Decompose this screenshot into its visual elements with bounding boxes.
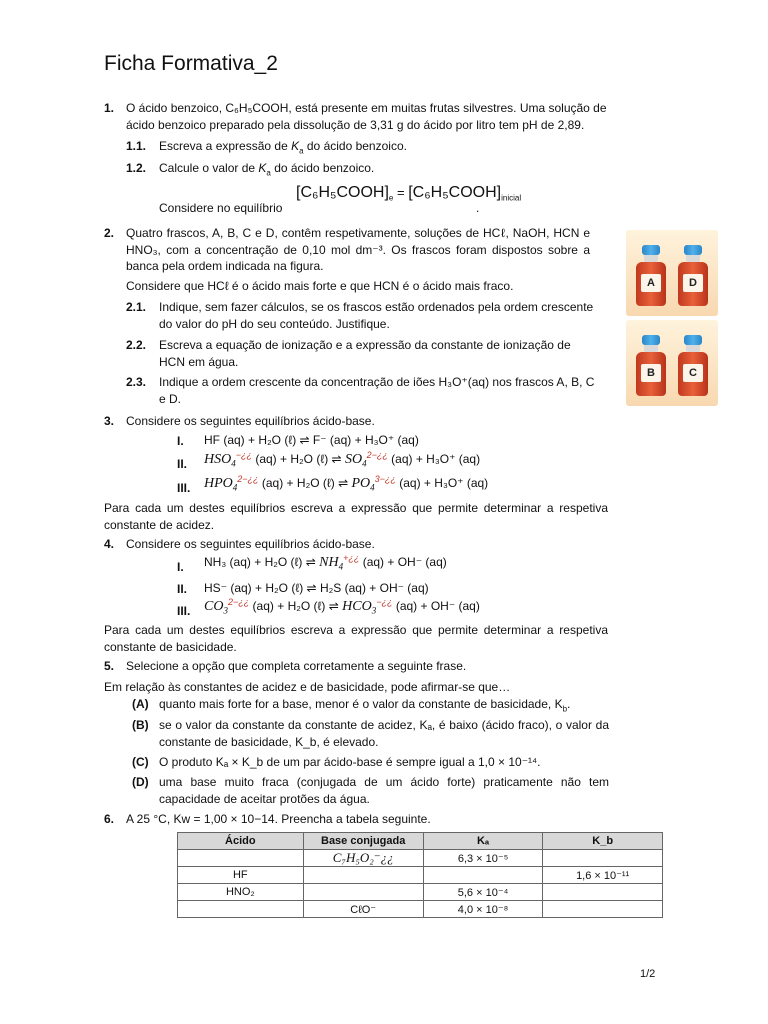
bottle-a: A: [636, 262, 666, 306]
q2-1-text: Indique, sem fazer cálculos, se os frascos estão ordenados pela ordem crescente do valor do pH do seu conteúdo. Justifique.: [159, 300, 594, 331]
constants-table: [177, 832, 663, 918]
table-cell: HF: [178, 867, 304, 884]
q3-r3-number: III.: [177, 481, 191, 495]
q2-3-number: 2.3.: [126, 375, 147, 389]
q2-1-number: 2.1.: [126, 300, 147, 314]
table-cell[interactable]: [178, 850, 304, 867]
bottle-b: B: [636, 352, 666, 396]
q1-number: 1.: [104, 101, 115, 115]
table-row: [178, 901, 663, 918]
table-cell: 6,3 × 10⁻⁵: [423, 850, 543, 867]
q3-outro: Para cada um destes equilíbrios escreva a expressão que permite determinar a respetiva constante de acidez.: [104, 501, 608, 532]
table-cell[interactable]: [178, 901, 304, 918]
table-cell: HNO₂: [178, 884, 304, 901]
table-row: [178, 884, 663, 901]
q4-r1-number: I.: [177, 560, 184, 574]
q4-number: 4.: [104, 537, 115, 551]
q5-option-d-label: (D): [132, 775, 149, 789]
q3-reaction-3: $HPO_4^{2-¿¿}$ (aq) + H₂O (ℓ) ⇌ $PO_4^{3-¿¿}$ (aq) + H₃O⁺ (aq): [204, 474, 489, 493]
q2-text2: Considere que HCℓ é o ácido mais forte e que HCN é o ácido mais fraco.: [126, 279, 514, 293]
q4-intro: Considere os seguintes equilíbrios ácido-base.: [126, 537, 375, 551]
table-header-row: [178, 833, 663, 850]
q1-text: O ácido benzoico, C₆H₅COOH, está presente em muitas frutas silvestres. Uma solução de ácido benzoico preparado pela dissolução de 3,31 g do ácido por litro tem pH de 2,89.: [126, 101, 607, 132]
table-row: [178, 867, 663, 884]
q1-equation-end: .: [476, 201, 480, 215]
q5-option-d: uma base muito fraca (conjugada de um ácido forte) praticamente não tem capacidade de aceitar protões da água.: [159, 775, 609, 806]
q2-text: Quatro frascos, A, B, C e D, contêm respetivamente, soluções de HCℓ, NaOH, HCN e HNO₃, com a concentração de 0,10 mol dm⁻³. Os frascos foram dispostos sobre a banca pela ordem indicada na figura.: [126, 226, 590, 273]
q4-reaction-1: NH₃ (aq) + H₂O (ℓ) ⇌ $NH_4^{+¿¿}$ (aq) + OH⁻ (aq): [204, 553, 447, 572]
page-number: 1/2: [640, 968, 656, 980]
table-cell[interactable]: [423, 867, 543, 884]
table-cell: CℓO⁻: [303, 901, 423, 918]
q2-2-text: Escreva a equação de ionização e a expressão da constante de ionização de HCN em água.: [159, 338, 571, 369]
table-cell[interactable]: [303, 867, 423, 884]
col-kb-header: K_b: [543, 833, 663, 850]
q6-intro: A 25 °C, Kw = 1,00 × 10−14. Preencha a tabela seguinte.: [126, 812, 431, 826]
q3-intro: Considere os seguintes equilíbrios ácido-base.: [126, 414, 375, 428]
q2-2-number: 2.2.: [126, 338, 147, 352]
q1-2-number: 1.2.: [126, 161, 147, 175]
q3-reaction-1: HF (aq) + H₂O (ℓ) ⇌ F⁻ (aq) + H₃O⁺ (aq): [204, 433, 419, 447]
table-cell: 5,6 × 10⁻⁴: [423, 884, 543, 901]
q1-equation: $[C_6H_5COOH]_e$ = $[C_6H_5COOH]_{inicial}$: [296, 184, 522, 203]
table-cell[interactable]: [303, 884, 423, 901]
q4-reaction-3: $CO_3^{2-¿¿}$ (aq) + H₂O (ℓ) ⇌ $HCO_3^{-¿¿}$ (aq) + OH⁻ (aq): [204, 597, 480, 616]
q1-2-text: Calcule o valor de $K_a$ do ácido benzoico.: [159, 161, 375, 178]
q4-outro: Para cada um destes equilíbrios escreva a expressão que permite determinar a respetiva constante de basicidade.: [104, 623, 608, 654]
q4-reaction-2: HS⁻ (aq) + H₂O (ℓ) ⇌ H₂S (aq) + OH⁻ (aq): [204, 581, 429, 595]
table-row: [178, 850, 663, 867]
bottle-d: D: [678, 262, 708, 306]
q4-r2-number: II.: [177, 582, 188, 596]
q3-number: 3.: [104, 414, 115, 428]
q5-option-a-label: (A): [132, 697, 149, 711]
q3-reaction-2: $HSO_4^{-¿¿}$ (aq) + H₂O (ℓ) ⇌ $SO_4^{2-¿¿}$ (aq) + H₃O⁺ (aq): [204, 450, 481, 469]
q5-option-c-label: (C): [132, 755, 149, 769]
page-title: Ficha Formativa_2: [104, 52, 278, 75]
bottle-c: C: [678, 352, 708, 396]
col-acid-header: Ácido: [178, 833, 304, 850]
table-cell[interactable]: [543, 850, 663, 867]
q5-lead: Em relação às constantes de acidez e de basicidade, pode afirmar-se que…: [104, 680, 511, 694]
table-cell[interactable]: [543, 884, 663, 901]
q5-number: 5.: [104, 659, 115, 673]
q2-3-text: Indique a ordem crescente da concentração de iões H₃O⁺(aq) nos frascos A, B, C e D.: [159, 375, 595, 406]
q4-r3-number: III.: [177, 604, 191, 618]
q1-1-text: Escreva a expressão de $K_a$ do ácido benzoico.: [159, 139, 407, 156]
q1-consider-text: Considere no equilíbrio: [159, 201, 283, 215]
q1-1-number: 1.1.: [126, 139, 147, 153]
col-base-header: Base conjugada: [303, 833, 423, 850]
table-cell: 4,0 × 10⁻⁸: [423, 901, 543, 918]
q3-r1-number: I.: [177, 434, 184, 448]
q6-number: 6.: [104, 812, 115, 826]
bottles-image-bc: [626, 320, 718, 406]
q3-r2-number: II.: [177, 457, 188, 471]
q2-number: 2.: [104, 226, 115, 240]
table-cell: 1,6 × 10⁻¹¹: [543, 867, 663, 884]
q5-intro: Selecione a opção que completa corretamente a seguinte frase.: [126, 659, 467, 673]
bottles-image-ad: [626, 230, 718, 316]
table-cell[interactable]: [543, 901, 663, 918]
q5-option-b: se o valor da constante da constante de acidez, Kₐ, é baixo (ácido fraco), o valor da constante de basicidade, K_b, é elevado.: [159, 718, 609, 749]
q5-option-b-label: (B): [132, 718, 149, 732]
q5-option-c: O produto Kₐ × K_b de um par ácido-base é sempre igual a 1,0 × 10⁻¹⁴.: [159, 755, 541, 769]
col-ka-header: Kₐ: [423, 833, 543, 850]
table-cell: C₇H₅O₂⁻¿¿: [303, 850, 423, 867]
q5-option-a: quanto mais forte for a base, menor é o valor da constante de basicidade, $K_b$.: [159, 697, 571, 714]
